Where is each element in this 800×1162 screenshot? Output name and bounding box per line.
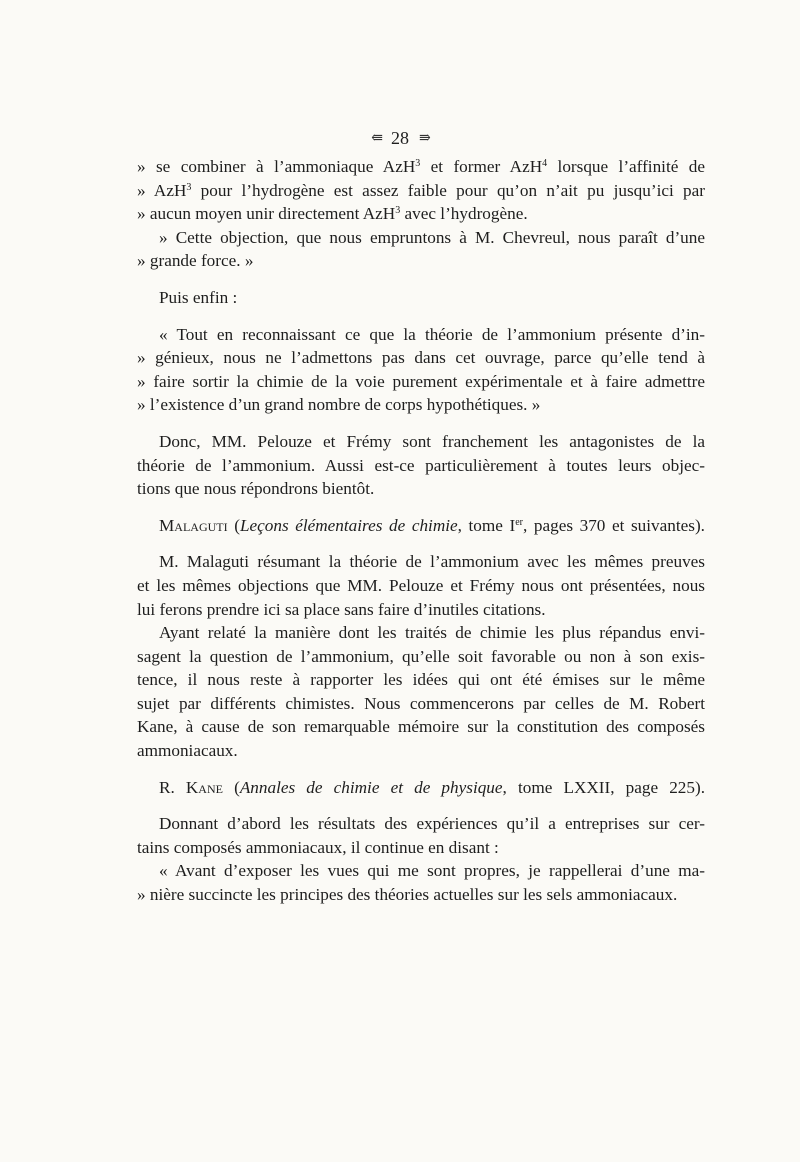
text-line: » aucun moyen unir directement AzH$^3$ avec l’hydrogène. <box>137 204 528 224</box>
ornament-left-icon: ⇚ <box>371 131 381 146</box>
text-line: sagent la question de l’ammonium, qu’elle soit favorable ou non à son exis- <box>137 646 705 666</box>
text-line: » faire sortir la chimie de la voie purement expérimentale et à faire admettre <box>137 371 705 391</box>
text-line: tence, il nous reste à rapporter les idées qui ont été émises sur le même <box>137 670 705 690</box>
text-line: » l’existence d’un grand nombre de corps hypothétiques. » <box>137 395 541 415</box>
text-line: lui ferons prendre ici sa place sans faire d’inutiles citations. <box>137 599 546 619</box>
page-body <box>137 155 705 907</box>
text-line: » Cette objection, que nous empruntons à M. Chevreul, nous paraît d’une <box>159 227 705 247</box>
text-line: « Avant d’exposer les vues qui me sont propres, je rappellerai d’une ma- <box>159 861 705 881</box>
text-line: Donnant d’abord les résultats des expériences qu’il a entreprises sur cer- <box>159 814 705 834</box>
section-heading-kane: R. Kane (Annales de chimie et de physique, tome LXXII, page 225). <box>159 777 705 797</box>
text-line: » se combiner à l’ammoniaque AzH$^3$ et former AzH$^4$ lorsque l’affinité de <box>137 157 705 176</box>
page-number: 28 <box>391 128 409 148</box>
text-line: » grande force. » <box>137 251 254 271</box>
page-header <box>0 128 800 149</box>
text-line: Ayant relaté la manière dont les traités de chimie les plus répandus envi- <box>159 623 705 643</box>
text-line: » nière succincte les principes des théories actuelles sur les sels ammoniacaux. <box>137 885 678 905</box>
text-line: Puis enfin : <box>159 287 238 307</box>
text-line: théorie de l’ammonium. Aussi est-ce particulièrement à toutes leurs objec- <box>137 455 705 475</box>
ornament-right-icon: ⇛ <box>419 131 429 146</box>
text-line: Donc, MM. Pelouze et Frémy sont franchement les antagonistes de la <box>159 431 705 451</box>
text-line: tains composés ammoniacaux, il continue en disant : <box>137 837 499 857</box>
text-line: » AzH$^3$ pour l’hydrogène est assez faible pour qu’on n’ait pu jusqu’ici par <box>137 180 705 200</box>
text-line: » génieux, nous ne l’admettons pas dans cet ouvrage, parce qu’elle tend à <box>137 348 705 368</box>
text-line: et les mêmes objections que MM. Pelouze et Frémy nous ont présentées, nous <box>137 575 705 595</box>
text-line: ammoniacaux. <box>137 741 238 761</box>
section-heading-malaguti: Malaguti (Leçons élémentaires de chimie, tome Ier, pages 370 et suivantes). <box>159 515 705 535</box>
text-line: « Tout en reconnaissant ce que la théorie de l’ammonium présente d’in- <box>159 324 705 344</box>
text-line: Kane, à cause de son remarquable mémoire sur la constitution des composés <box>137 717 705 737</box>
text-line: sujet par différents chimistes. Nous commencerons par celles de M. Robert <box>137 693 705 713</box>
text-line: M. Malaguti résumant la théorie de l’ammonium avec les mêmes preuves <box>159 552 705 572</box>
text-line: tions que nous répondrons bientôt. <box>137 479 375 499</box>
